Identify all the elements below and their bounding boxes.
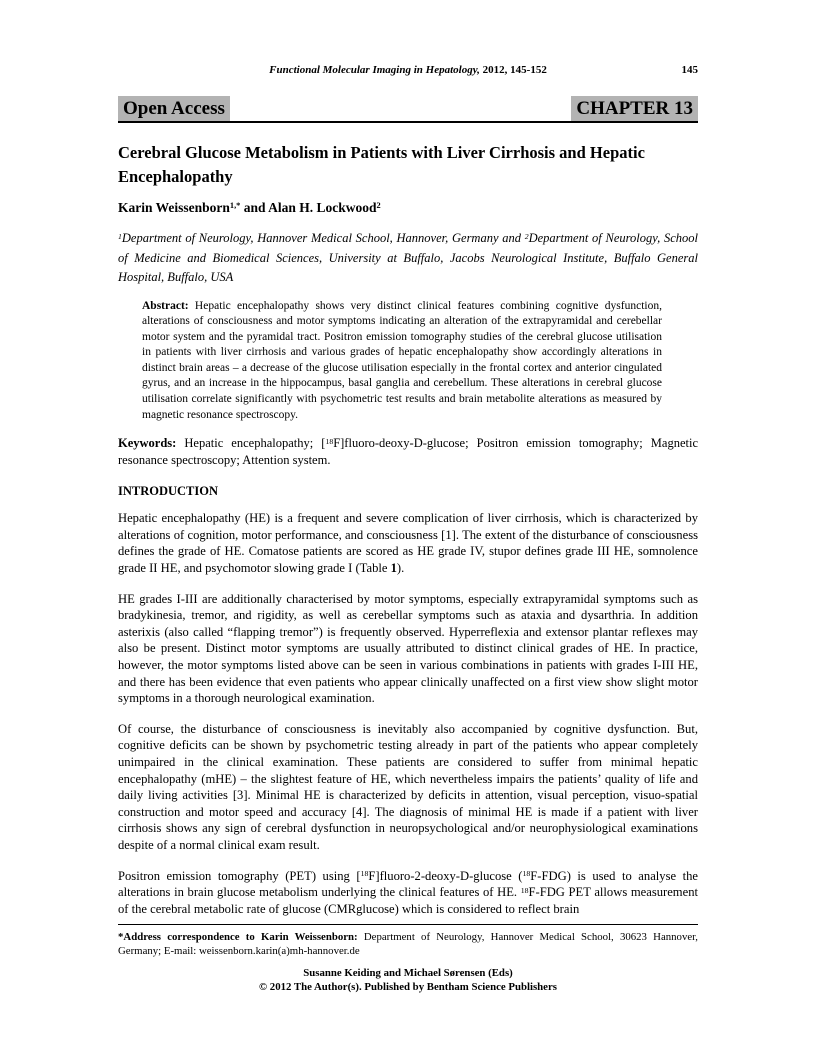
affiliations: $^1$Department of Neurology, Hannover Medical School, Hannover, Germany and $^2$Department of Neurology, School of Medicine and Biomedical Sciences, University at Buffalo, Jacobs Neurological Institute, Buffalo General Hospital, Buffalo, USA xyxy=(118,231,698,284)
journal-issue: 2012, 145-152 xyxy=(479,64,547,76)
chapter-banner xyxy=(118,96,698,123)
journal-title: Functional Molecular Imaging in Hepatology, xyxy=(269,64,480,76)
running-head xyxy=(118,64,698,77)
copyright-line: © 2012 The Author(s). Published by Bentham Science Publishers xyxy=(259,981,557,993)
intro-paragraph-1: Hepatic encephalopathy (HE) is a frequent and severe complication of liver cirrhosis, which is characterized by alterations of cognition, motor performance, and consciousness [1]. The extent of the disturbance of consciousness defines the grade of HE. Comatose patients are scored as HE grade IV, stupor defines grade III HE, somnolence grade II HE, and psychomotor slowing grade I (Table 1). xyxy=(118,511,698,576)
section-heading-introduction: INTRODUCTION xyxy=(118,484,219,499)
book-footer xyxy=(118,966,698,994)
editors-line: Susanne Keiding and Michael Sørensen (Eds) xyxy=(303,967,513,979)
intro-paragraph-2: HE grades I-III are additionally characterised by motor symptoms, especially extrapyramidal symptoms such as bradykinesia, tremor, and rigidity, as well as cerebellar symptoms such as ataxia and dysarthria. In addition asterixis (also called “flapping tremor”) is frequently observed. Hyperreflexia and extensor plantar reflexes may also be present. Distinct motor symptoms are usually attributed to distinct clinical grades of HE. In practice, however, the motor symptoms listed above can be seen in various combinations in patients with grades I-III HE, and there has been evidence that even patients who appear clinically unaffected on a first view show slight motor symptoms in a thorough neurological examination. xyxy=(118,591,698,706)
abstract: Abstract: Hepatic encephalopathy shows very distinct clinical features combining cognitive dysfunction, alterations of consciousness and motor symptoms indicating an alteration of the extrapyramidal and cerebellar motor system and the pyramidal tract. Positron emission tomography studies of the cerebral glucose utilisation in patients with liver cirrhosis and various grades of hepatic encephalopathy show accordingly alterations in distinct brain areas – a decrease of the glucose utilisation especially in the frontal cortex and anterior cingulated gyrus, and an increase in the hippocampus, basal ganglia and cerebellum. These alterations in cerebral glucose utilisation correlate significantly with psychometric test results and brain metabolite alterations as measured by magnetic resonance spectroscopy. xyxy=(142,299,662,421)
page-footer-block xyxy=(118,924,698,994)
authors-line: Karin Weissenborn$^{1,*}$ and Alan H. Lockwood$^2$ xyxy=(118,200,381,215)
correspondence-footnote: *Address correspondence to Karin Weissenborn: Department of Neurology, Hannover Medical School, 30623 Hannover, Germany; E-mail: weissenborn.karin(a)mh-hannover.de xyxy=(118,931,698,957)
keywords: Keywords: Hepatic encephalopathy; [$^{18}$F]fluoro-deoxy-D-glucose; Positron emission tomography; Magnetic resonance spectroscopy; Attention system. xyxy=(118,436,698,468)
open-access-label: Open Access xyxy=(118,96,230,121)
intro-paragraph-3: Of course, the disturbance of consciousness is inevitably also accompanied by cognitive dysfunction. But, cognitive deficits can be shown by psychometric testing already in part of the patients who appear completely unimpaired in the clinical examination. These patients are considered to suffer from minimal hepatic encephalopathy (mHE) – the slightest feature of HE, which nevertheless impairs the patients’ quality of life and daily living activities [3]. Minimal HE is characterized by deficits in attention, visual perception, visuo-spatial construction and motor speed and accuracy [4]. The diagnosis of minimal HE is made if a patient with liver cirrhosis shows any sign of cerebral dysfunction in neuropsychological and/or neurophysiological examinations despite of a normal clinical exam result. xyxy=(118,721,698,852)
intro-paragraph-4: Positron emission tomography (PET) using [$^{18}$F]fluoro-2-deoxy-D-glucose ($^{18}$F-FDG) is used to analyse the alterations in brain glucose metabolism underlying the clinical features of HE. $^{18}$F-FDG PET allows measurement of the cerebral metabolic rate of glucose (CMRglucose) which is considered to reflect brain xyxy=(118,868,698,916)
page-number: 145 xyxy=(681,64,698,76)
chapter-number-label: CHAPTER 13 xyxy=(571,96,698,121)
journal-citation xyxy=(269,64,547,76)
chapter-title: Cerebral Glucose Metabolism in Patients with Liver Cirrhosis and Hepatic Encephalopathy xyxy=(118,143,645,186)
